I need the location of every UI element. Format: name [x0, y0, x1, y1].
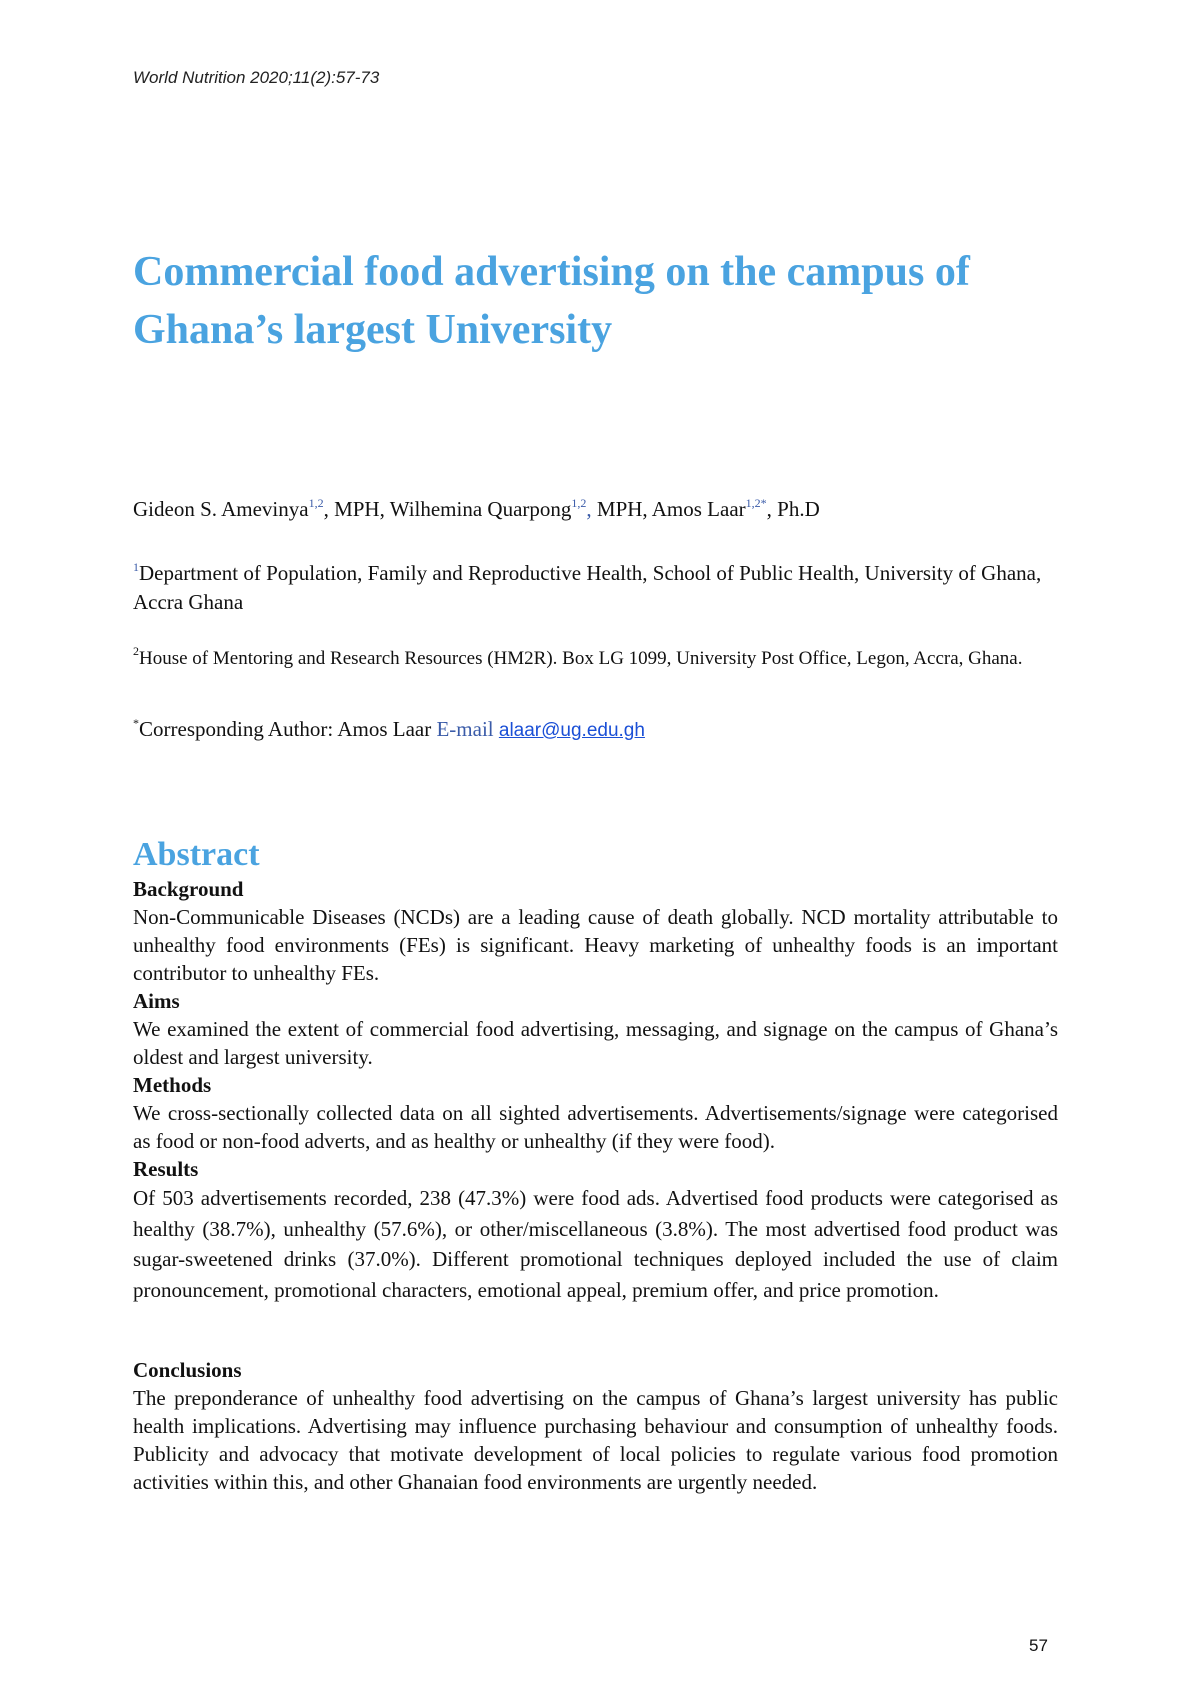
affiliation-2	[133, 638, 1093, 672]
corresponding-label: Corresponding Author: Amos Laar	[139, 717, 437, 741]
corresponding-star: *	[133, 716, 139, 730]
background-text: Non-Communicable Diseases (NCDs) are a leading cause of death globally. NCD mortality attributable to unhealthy food environments (FEs) is significant. Heavy marketing of unhealthy foods is an important contributor to unhealthy FEs.	[133, 905, 1058, 985]
author-3-affiliation-sup: 1,2*	[745, 496, 767, 510]
author-3-name: MPH, Amos Laar	[591, 497, 746, 521]
results-heading: Results	[133, 1157, 199, 1181]
conclusions-heading: Conclusions	[133, 1358, 242, 1382]
author-3-degree: , Ph.D	[766, 497, 820, 521]
aims-heading: Aims	[133, 989, 180, 1013]
abstract-heading: Abstract	[133, 836, 260, 873]
conclusions-section	[133, 1356, 1058, 1496]
affiliation-1	[133, 553, 1093, 617]
article-title: Commercial food advertising on the campus of Ghana’s largest University	[133, 249, 970, 353]
aims-text: We examined the extent of commercial food advertising, messaging, and signage on the campus of Ghana’s oldest and largest university.	[133, 1017, 1058, 1069]
author-2-affiliation-sup: 1,2	[571, 496, 587, 510]
journal-citation: World Nutrition 2020;11(2):57-73	[133, 68, 380, 87]
methods-text: We cross-sectionally collected data on all sighted advertisements. Advertisements/signage were categorised as food or non-food adverts, and as healthy or unhealthy (if they were food).	[133, 1101, 1058, 1153]
affiliation-1-text: Department of Population, Family and Reproductive Health, School of Public Health, University of Ghana, Accra Ghana	[133, 561, 1042, 614]
conclusions-text: The preponderance of unhealthy food advertising on the campus of Ghana’s largest university has public health implications. Advertising may influence purchasing behaviour and consumption of unhealthy foods. Publicity and advocacy that motivate development of local policies to regulate various food promotion activities within this, and other Ghanaian food environments are urgently needed.	[133, 1386, 1058, 1494]
methods-heading: Methods	[133, 1073, 212, 1097]
corresponding-author	[133, 716, 645, 742]
author-list	[133, 496, 820, 522]
background-heading: Background	[133, 877, 244, 901]
background-section	[133, 875, 1058, 987]
results-section	[133, 1155, 1058, 1305]
affiliation-1-number: 1	[133, 560, 139, 574]
author-2-name: , MPH, Wilhemina Quarpong	[323, 497, 572, 521]
results-text: Of 503 advertisements recorded, 238 (47.3%) were food ads. Advertised food products were categorised as healthy (38.7%), unhealthy (57.6%), or other/miscellaneous (3.8%). The most advertised food product was sugar-sweetened drinks (37.0%). Different promotional techniques deployed included the use of claim pronouncement, promotional characters, emotional appeal, premium offer, and price promotion.	[133, 1186, 1058, 1302]
author-2-comma: ,	[586, 497, 592, 521]
author-1-affiliation-sup: 1,2	[308, 496, 324, 510]
aims-section	[133, 987, 1058, 1071]
page-number: 57	[1029, 1636, 1048, 1655]
author-1-name: Gideon S. Amevinya	[133, 497, 309, 521]
affiliation-2-text: House of Mentoring and Research Resources (HM2R). Box LG 1099, University Post Office, Legon, Accra, Ghana.	[139, 648, 1023, 669]
email-label: E-mail	[436, 717, 494, 741]
methods-section	[133, 1071, 1058, 1155]
affiliation-2-number: 2	[133, 644, 139, 658]
email-link[interactable]: alaar@ug.edu.gh	[498, 720, 645, 741]
